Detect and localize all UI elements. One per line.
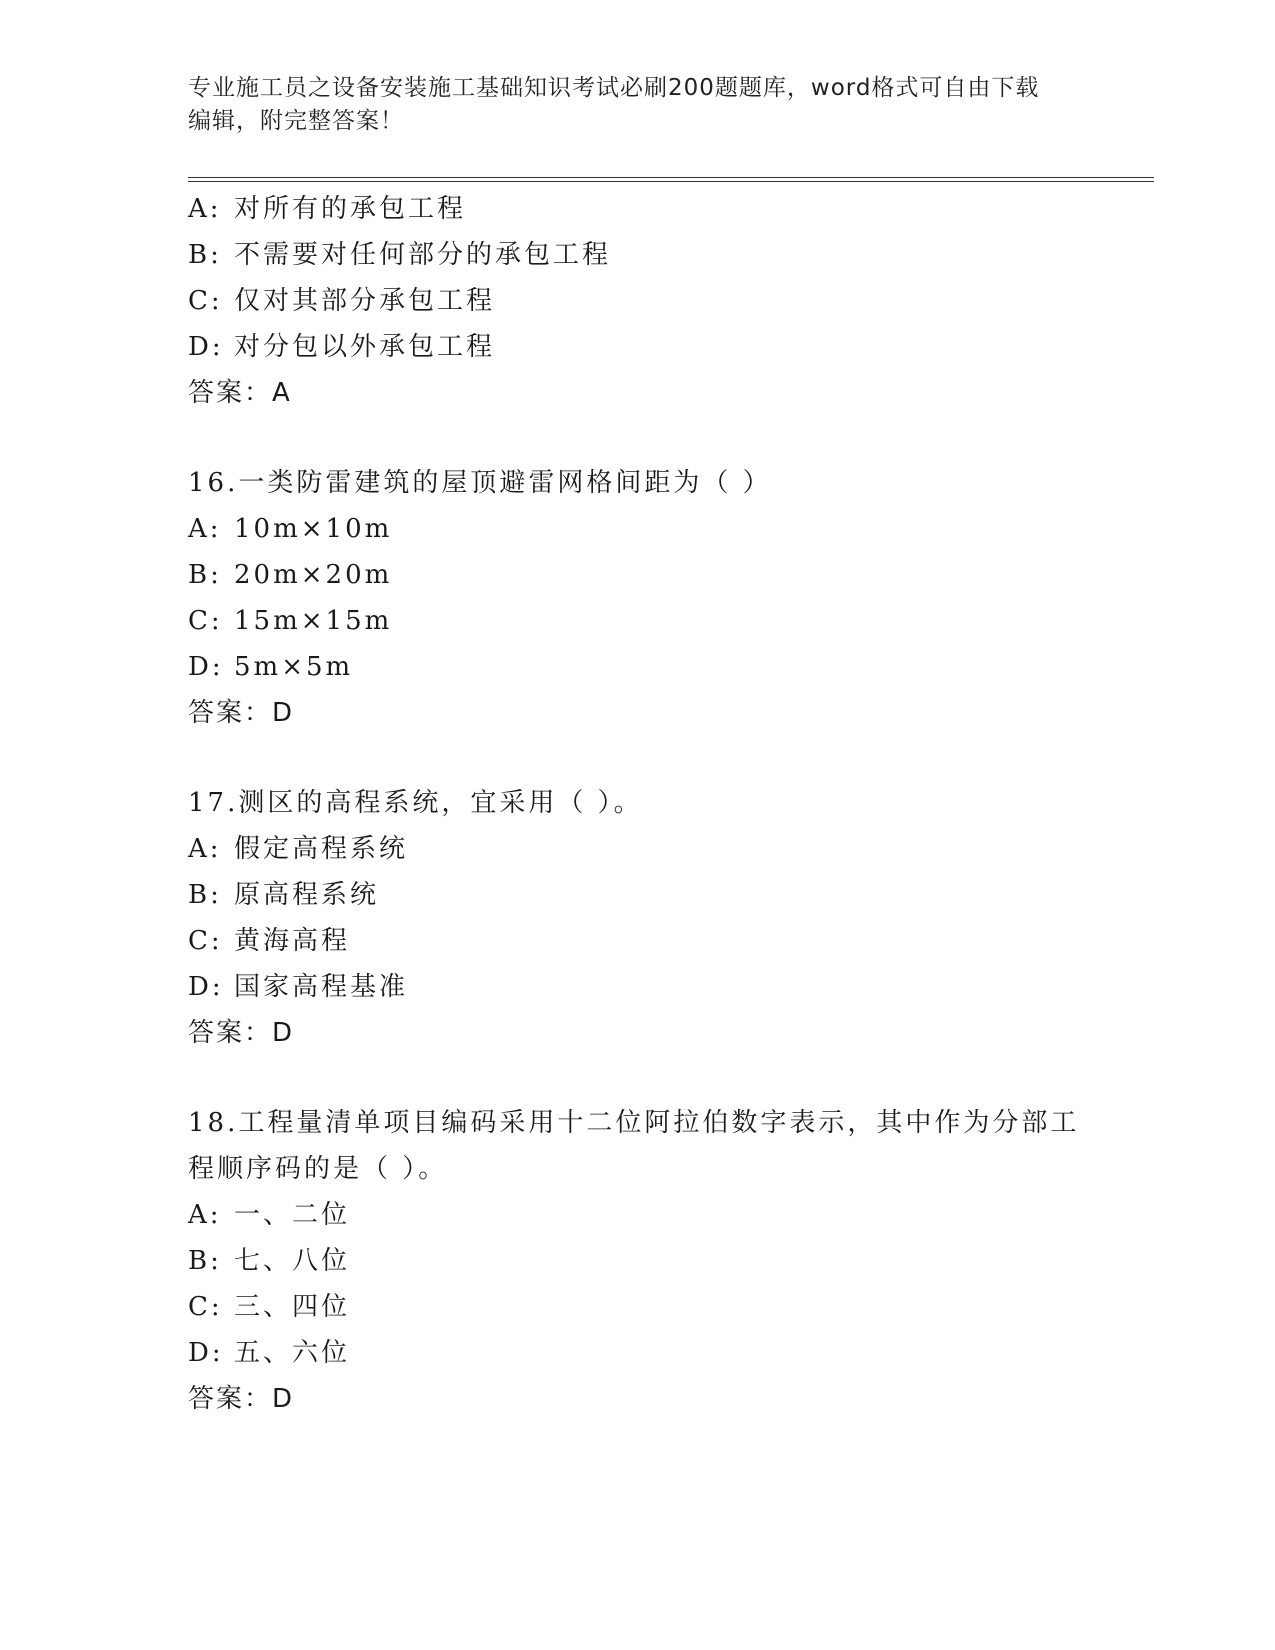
option-row xyxy=(188,872,1088,918)
header-title-line-1: 专业施工员之设备安装施工基础知识考试必刷200题题库，word格式可自由下载 xyxy=(188,75,1040,101)
option-row xyxy=(188,552,1088,598)
option-letter: C: xyxy=(188,926,223,956)
option-row xyxy=(188,324,1088,370)
option-row xyxy=(188,1192,1088,1238)
option-text: 20m×20m xyxy=(234,560,393,590)
option-text: 仅对其部分承包工程 xyxy=(234,286,496,316)
question-block-18 xyxy=(188,1100,1088,1422)
question-block-16 xyxy=(188,460,1088,736)
option-text: 不需要对任何部分的承包工程 xyxy=(234,240,612,270)
question-stem: 17.测区的高程系统，宜采用（ ）。 xyxy=(188,788,643,818)
option-letter: C: xyxy=(188,1292,223,1322)
option-row xyxy=(188,506,1088,552)
option-text: 国家高程基准 xyxy=(234,972,409,1002)
option-row xyxy=(188,918,1088,964)
option-letter: B: xyxy=(188,1246,222,1276)
option-row xyxy=(188,598,1088,644)
answer-line: 答案：D xyxy=(188,1018,295,1048)
question-list xyxy=(188,186,1088,1422)
option-text: 假定高程系统 xyxy=(234,834,409,864)
question-stem-line-1: 18.工程量清单项目编码采用十二位阿拉伯数字表示，其中作为分部工 xyxy=(188,1108,1080,1138)
option-letter: A: xyxy=(188,194,222,224)
answer-line: 答案：D xyxy=(188,698,295,728)
spacer xyxy=(188,1056,1088,1100)
option-text: 10m×10m xyxy=(234,514,393,544)
option-letter: C: xyxy=(188,286,223,316)
option-letter: A: xyxy=(188,514,222,544)
option-text: 五、六位 xyxy=(234,1338,351,1368)
option-row xyxy=(188,644,1088,690)
option-letter: D: xyxy=(188,1338,224,1368)
option-text: 对所有的承包工程 xyxy=(234,194,467,224)
option-text: 三、四位 xyxy=(234,1292,351,1322)
option-letter: A: xyxy=(188,834,222,864)
option-text: 15m×15m xyxy=(234,606,393,636)
option-letter: B: xyxy=(188,560,222,590)
option-letter: D: xyxy=(188,972,224,1002)
header-divider-top xyxy=(188,177,1154,178)
option-row xyxy=(188,232,1088,278)
spacer xyxy=(188,736,1088,780)
option-text: 黄海高程 xyxy=(234,926,351,956)
option-row xyxy=(188,964,1088,1010)
answer-line: 答案：A xyxy=(188,378,292,408)
option-letter: B: xyxy=(188,880,222,910)
option-row xyxy=(188,1284,1088,1330)
option-row xyxy=(188,1330,1088,1376)
option-letter: D: xyxy=(188,652,224,682)
option-row xyxy=(188,826,1088,872)
option-letter: D: xyxy=(188,332,224,362)
option-row xyxy=(188,278,1088,324)
header-title-line-2: 编辑，附完整答案！ xyxy=(188,108,404,134)
document-header xyxy=(188,72,1088,138)
option-letter: B: xyxy=(188,240,222,270)
question-stem-line-2: 程顺序码的是（ ）。 xyxy=(188,1154,448,1184)
option-letter: A: xyxy=(188,1200,222,1230)
option-text: 七、八位 xyxy=(234,1246,351,1276)
option-row xyxy=(188,186,1088,232)
option-text: 原高程系统 xyxy=(234,880,380,910)
header-divider-bottom xyxy=(188,181,1154,182)
option-row xyxy=(188,1238,1088,1284)
question-stem: 16.一类防雷建筑的屋顶避雷网格间距为（ ） xyxy=(188,468,772,498)
option-letter: C: xyxy=(188,606,223,636)
option-text: 一、二位 xyxy=(234,1200,351,1230)
spacer xyxy=(188,416,1088,460)
question-block-17 xyxy=(188,780,1088,1056)
question-block-prev xyxy=(188,186,1088,416)
option-text: 5m×5m xyxy=(234,652,354,682)
option-text: 对分包以外承包工程 xyxy=(234,332,496,362)
answer-line: 答案：D xyxy=(188,1384,295,1414)
